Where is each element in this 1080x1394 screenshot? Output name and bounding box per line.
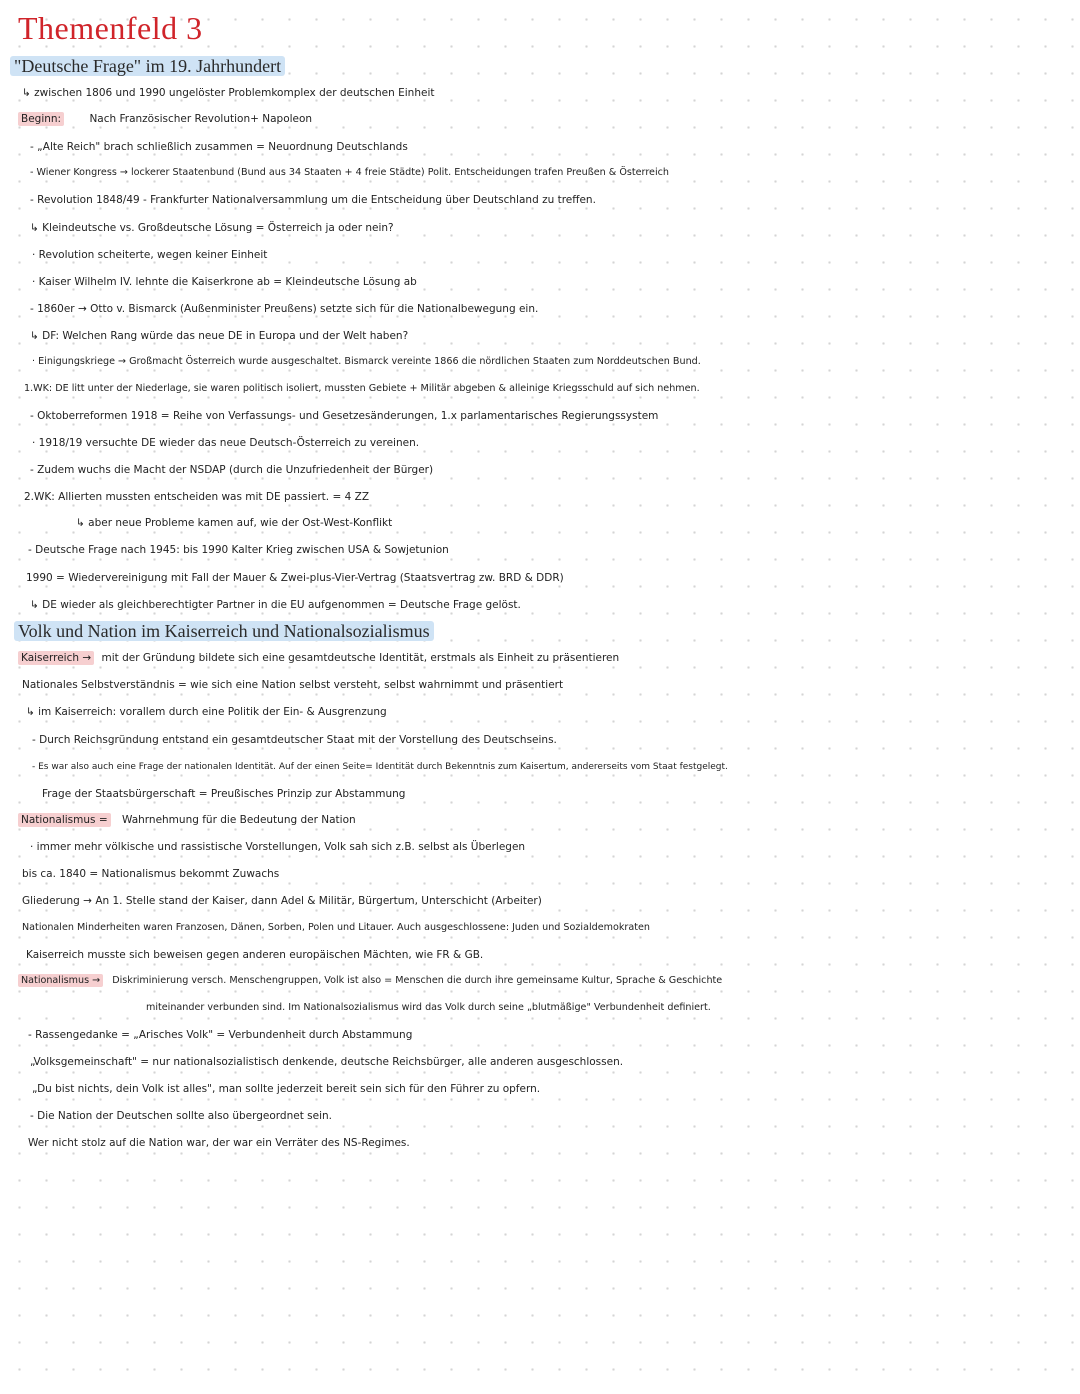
note-line: - Deutsche Frage nach 1945: bis 1990 Kalter Krieg zwischen USA & Sowjetunion: [28, 544, 449, 556]
page-title: Themenfeld 3: [18, 10, 203, 46]
note-line: miteinander verbunden sind. Im Nationalsozialismus wird das Volk durch seine „blutmäßige" Verbundenheit definiert.: [146, 1002, 711, 1013]
note-line: ↳ aber neue Probleme kamen auf, wie der Ost-West-Konflikt: [76, 517, 393, 529]
note-line: „Volksgemeinschaft" = nur nationalsozialistisch denkende, deutsche Reichsbürger, alle anderen ausgeschlossen.: [30, 1056, 624, 1068]
label-nationalismus: Nationalismus =: [18, 813, 111, 827]
note-line: ↳ DE wieder als gleichberechtigter Partner in die EU aufgenommen = Deutsche Frage gelöst.: [30, 599, 521, 611]
note-line: · Kaiser Wilhelm IV. lehnte die Kaiserkrone ab = Kleindeutsche Lösung ab: [32, 276, 417, 288]
note-text: Wahrnehmung für die Bedeutung der Nation: [121, 814, 356, 826]
note-line: Wer nicht stolz auf die Nation war, der war ein Verräter des NS-Regimes.: [28, 1137, 410, 1149]
note-line: Gliederung → An 1. Stelle stand der Kaiser, dann Adel & Militär, Bürgertum, Unterschicht (Arbeiter): [22, 895, 542, 907]
note-line: - 1860er → Otto v. Bismarck (Außenminister Preußens) setzte sich für die Nationalbewegung ein.: [30, 303, 539, 315]
label-nationalismus-ns: Nationalismus →: [18, 974, 103, 987]
note-line: ↳ im Kaiserreich: vorallem durch eine Politik der Ein- & Ausgrenzung: [26, 706, 387, 718]
note-text: mit der Gründung bildete sich eine gesamtdeutsche Identität, erstmals als Einheit zu präsentieren: [101, 652, 620, 664]
note-line-beginn: [18, 112, 312, 126]
note-line: - Wiener Kongress → lockerer Staatenbund (Bund aus 34 Staaten + 4 freie Städte) Polit. Entscheidungen trafen Preußen & Österreich: [30, 167, 669, 178]
note-line: „Du bist nichts, dein Volk ist alles", man sollte jederzeit bereit sein sich für den Führer zu opfern.: [32, 1083, 541, 1095]
note-line: - Die Nation der Deutschen sollte also übergeordnet sein.: [30, 1110, 333, 1122]
note-line-ns: [18, 974, 722, 988]
note-line: - Durch Reichsgründung entstand ein gesamtdeutscher Staat mit der Vorstellung des Deutschseins.: [32, 734, 557, 746]
note-line: bis ca. 1840 = Nationalismus bekommt Zuwachs: [22, 868, 280, 880]
note-line: 1990 = Wiedervereinigung mit Fall der Mauer & Zwei-plus-Vier-Vertrag (Staatsvertrag zw. BRD & DDR): [26, 572, 564, 584]
note-line: · immer mehr völkische und rassistische Vorstellungen, Volk sah sich z.B. selbst als Überlegen: [30, 841, 526, 853]
note-text: Nach Französischer Revolution+ Napoleon: [89, 113, 313, 125]
note-line: · Einigungskriege → Großmacht Österreich wurde ausgeschaltet. Bismarck vereinte 1866 die nördlichen Staaten zum Norddeutschen Bund.: [32, 356, 701, 367]
label-kaiserreich: Kaiserreich →: [18, 651, 94, 665]
note-line: - Es war also auch eine Frage der nationalen Identität. Auf der einen Seite= Identität durch Bekenntnis zum Kaisertum, andererseits vom Staat festgelegt.: [32, 762, 728, 772]
note-line: · 1918/19 versuchte DE wieder das neue Deutsch-Österreich zu vereinen.: [32, 437, 420, 449]
note-line: Frage der Staatsbürgerschaft = Preußisches Prinzip zur Abstammung: [42, 788, 406, 800]
note-line: 1.WK: DE litt unter der Niederlage, sie waren politisch isoliert, mussten Gebiete + Militär abgeben & alleinige Kriegsschuld auf sich nehmen.: [24, 383, 700, 394]
note-line: ↳ Kleindeutsche vs. Großdeutsche Lösung = Österreich ja oder nein?: [30, 222, 394, 234]
note-line: 2.WK: Allierten mussten entscheiden was mit DE passiert. = 4 ZZ: [24, 491, 370, 503]
note-line: ↳ DF: Welchen Rang würde das neue DE in Europa und der Welt haben?: [30, 330, 409, 342]
note-line: Nationalen Minderheiten waren Franzosen, Dänen, Sorben, Polen und Litauer. Auch ausgeschlossene: Juden und Sozialdemokraten: [22, 922, 650, 933]
note-line: - Oktoberreformen 1918 = Reihe von Verfassungs- und Gesetzesänderungen, 1.x parlamentarisches Regierungssystem: [30, 410, 659, 422]
note-line: - Zudem wuchs die Macht der NSDAP (durch die Unzufriedenheit der Bürger): [30, 464, 434, 476]
note-line: Kaiserreich musste sich beweisen gegen anderen europäischen Mächten, wie FR & GB.: [26, 949, 484, 961]
section-heading-deutsche-frage: "Deutsche Frage" im 19. Jahrhundert: [10, 56, 285, 76]
note-line: - Rassengedanke = „Arisches Volk" = Verbundenheit durch Abstammung: [28, 1029, 413, 1041]
note-text: Diskriminierung versch. Menschengruppen, Volk ist also = Menschen die durch ihre gemeinsame Kultur, Sprache & Geschichte: [112, 975, 723, 986]
section-heading-volk-nation: Volk und Nation im Kaiserreich und Nationalsozialismus: [14, 621, 434, 641]
note-line: - „Alte Reich" brach schließlich zusammen = Neuordnung Deutschlands: [30, 141, 408, 153]
note-line: Nationales Selbstverständnis = wie sich eine Nation selbst versteht, selbst wahrnimmt und präsentiert: [22, 679, 564, 691]
note-line-kaiserreich: [18, 651, 619, 665]
label-beginn: Beginn:: [18, 112, 64, 126]
note-line: · Revolution scheiterte, wegen keiner Einheit: [32, 249, 268, 261]
note-line-nationalismus: [18, 813, 356, 827]
note-line: ↳ zwischen 1806 und 1990 ungelöster Problemkomplex der deutschen Einheit: [22, 87, 435, 99]
note-line: - Revolution 1848/49 - Frankfurter Nationalversammlung um die Entscheidung über Deutschland zu treffen.: [30, 194, 596, 206]
